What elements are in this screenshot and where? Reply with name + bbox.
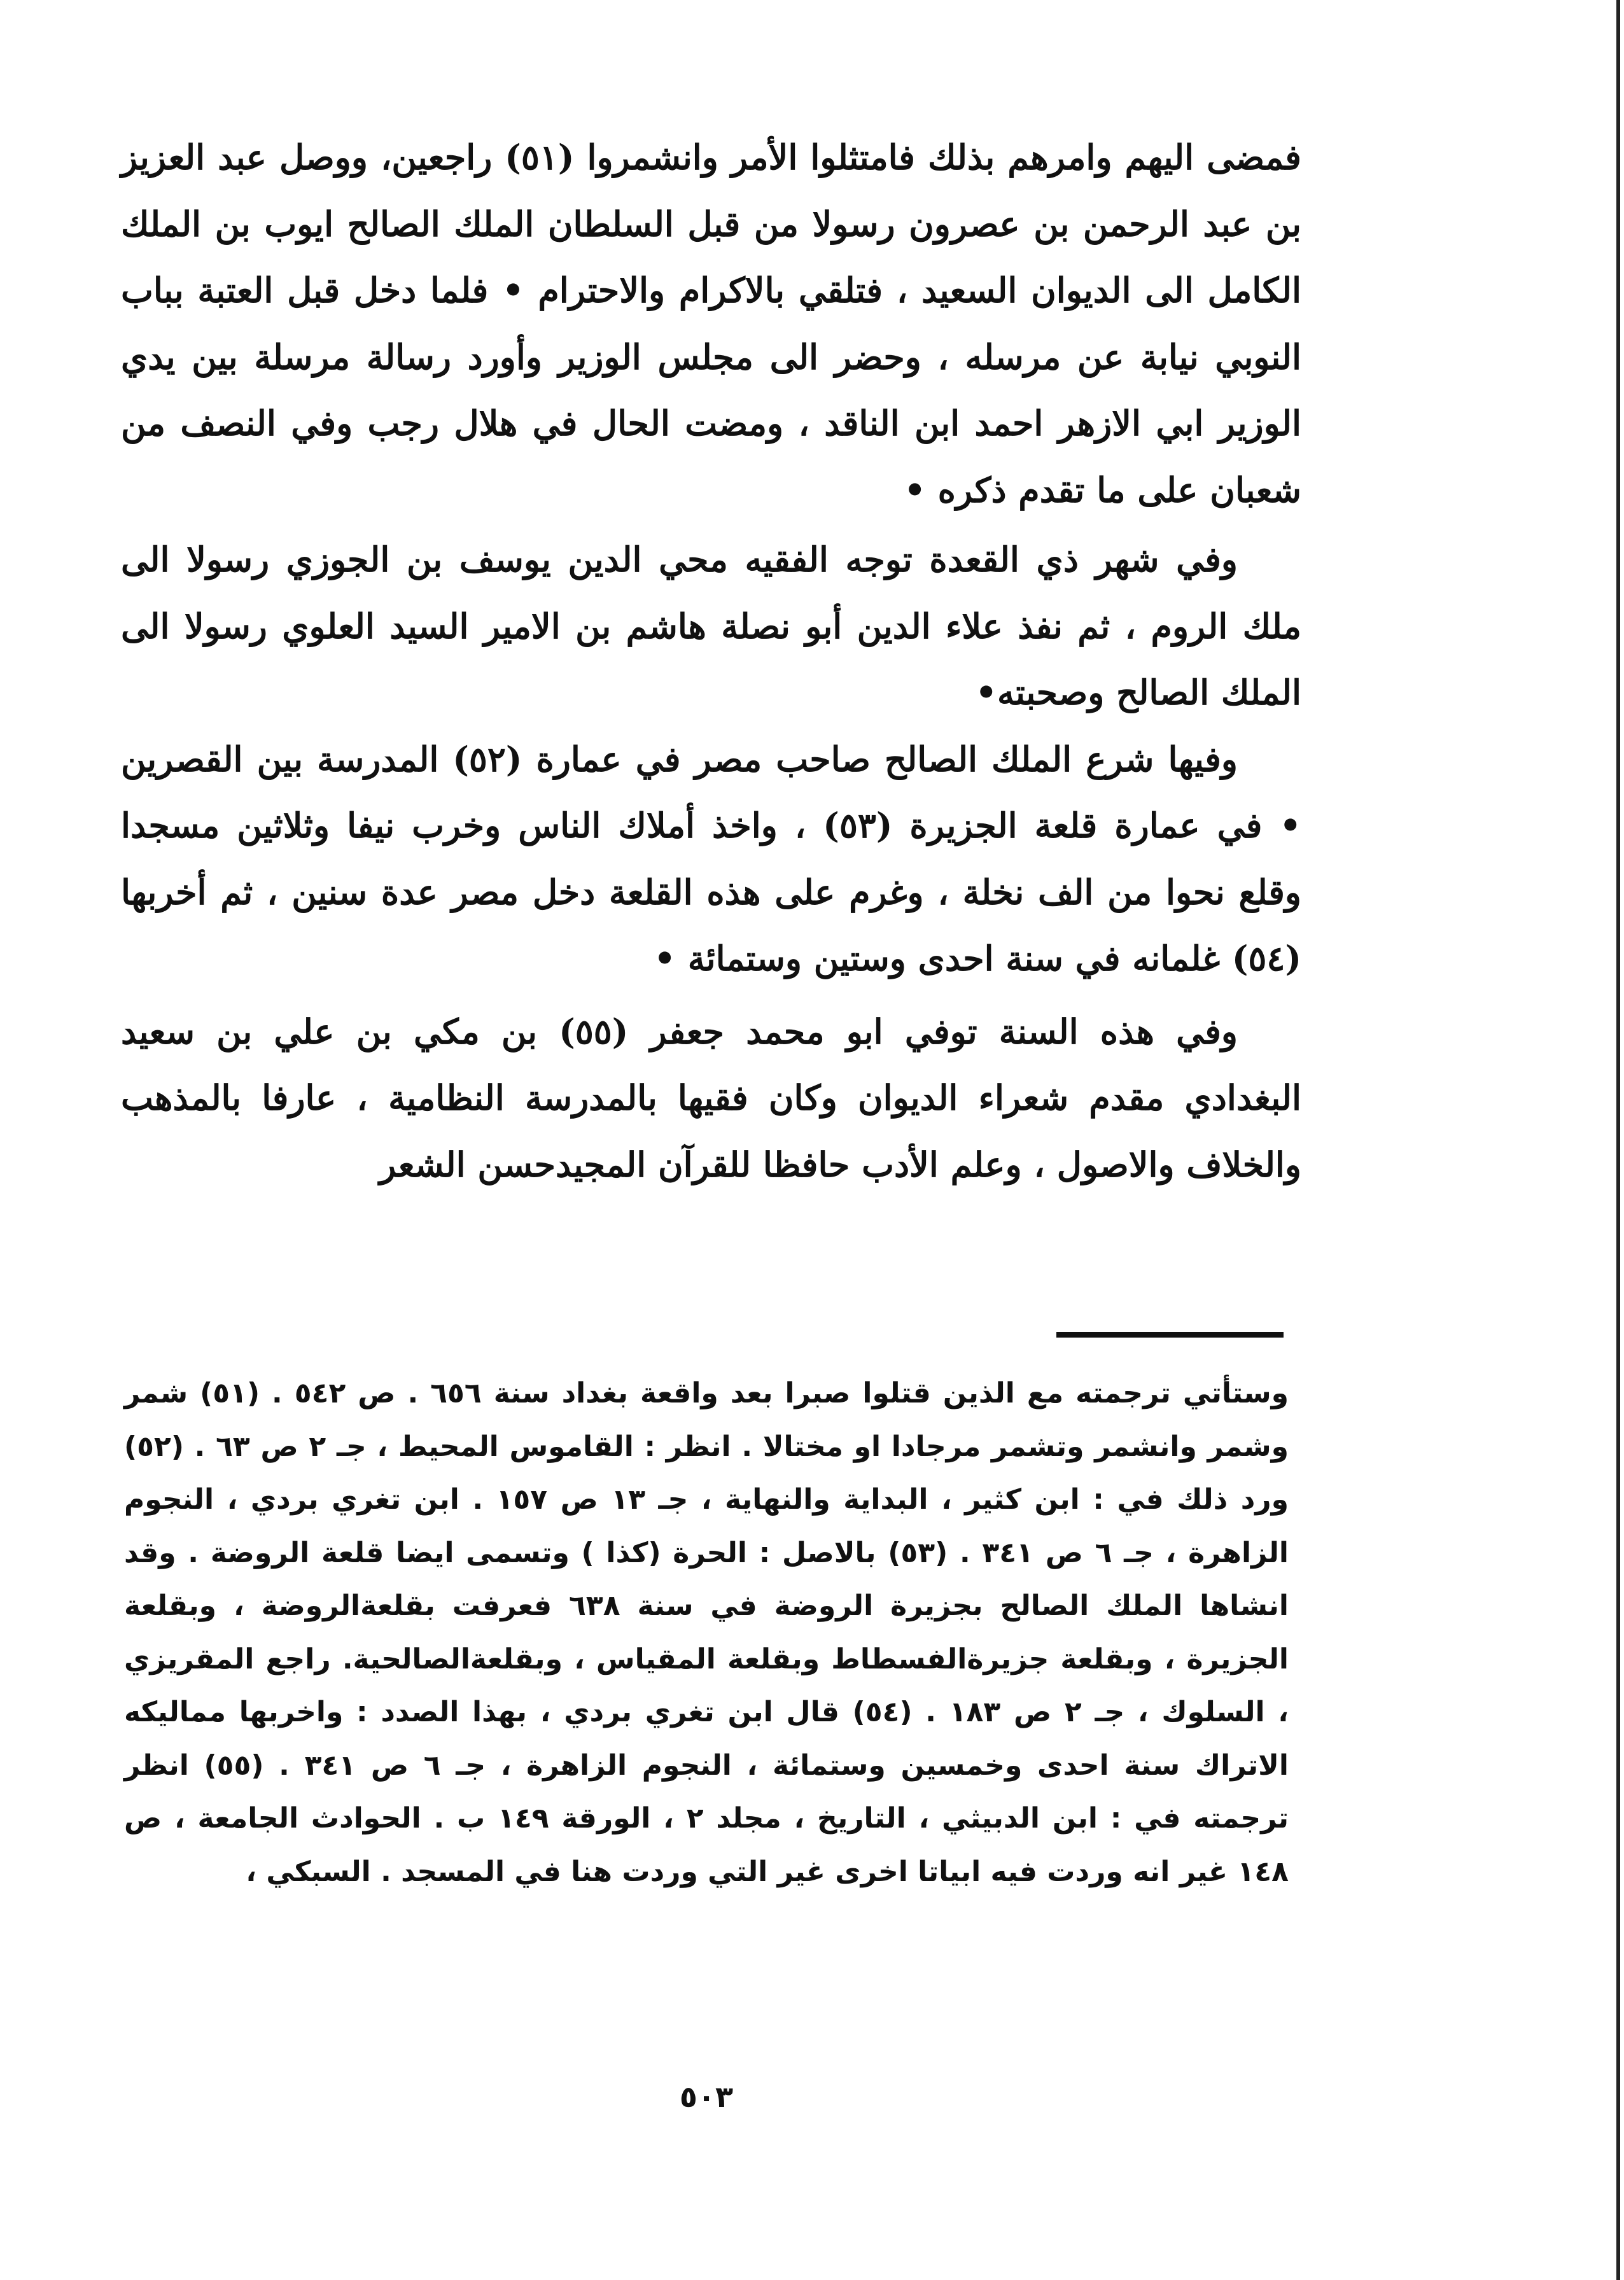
page-number: ٥٠٣ (679, 2080, 734, 2114)
page-right-edge (1616, 0, 1620, 2280)
main-paragraph-3: وفيها شرع الملك الصالح صاحب مصر في عمارة (٥٢) المدرسة بين القصرين • في عمارة قلعة الجزيرة (٥٣) ، واخذ أملاك الناس وخرب نيفا وثلاثين مسجدا وقلع نحوا من الف نخلة ، وغرم على هذه القلعة دخل مصر عدة سنين ، ثم أخربها (٥٤) غلمانه في سنة احدى وستين وستمائة • (121, 738, 1301, 979)
main-text-body (121, 124, 1301, 1198)
footnote-separator (1056, 1332, 1284, 1338)
footnotes-block: وستأتي ترجمته مع الذين قتلوا صبرا بعد واقعة بغداد سنة ٦٥٦ . ص ٥٤٢ . (٥١) شمر وشمر وانشمر وتشمر مرجادا او مختالا . انظر : القاموس المحيط ، جـ ٢ ص ٦٣ . (٥٢) ورد ذلك في : ابن كثير ، البداية والنهاية ، جـ ١٣ ص ١٥٧ . ابن تغري بردي ، النجوم الزاهرة ، جـ ٦ ص ٣٤١ . (٥٣) بالاصل : الحرة (كذا ) وتسمى ايضا قلعة الروضة . وقد انشاها الملك الصالح بجزيرة الروضة في سنة ٦٣٨ فعرفت بقلعةالروضة ، وبقلعة الجزيرة ، وبقلعة جزيرةالفسطاط وبقلعة المقياس ، وبقلعةالصالحية. راجع المقريزي ، السلوك ، جـ ٢ ص ١٨٣ . (٥٤) قال ابن تغري بردي ، بهذا الصدد : واخربها مماليكه الاتراك سنة احدى وخمسين وستمائة ، النجوم الزاهرة ، جـ ٦ ص ٣٤١ . (٥٥) انظر ترجمته في : ابن الدبيثي ، التاريخ ، مجلد ٢ ، الورقة ١٤٩ ب . الحوادث الجامعة ، ص ١٤٨ غير انه وردت فيه ابياتا اخرى غير التي وردت هنا في المسجد . السبكي ، (124, 1377, 1289, 1888)
main-paragraph-4: وفي هذه السنة توفي ابو محمد جعفر (٥٥) بن مكي بن علي بن سعيد البغدادي مقدم شعراء الديوان وكان فقيها بالمدرسة النظامية ، عارفا بالمذهب والخلاف والاصول ، وعلم الأدب حافظا للقرآن المجيدحسن الشعر (121, 1011, 1301, 1185)
main-paragraph-2: وفي شهر ذي القعدة توجه الفقيه محي الدين يوسف بن الجوزي رسولا الى ملك الروم ، ثم نفذ علاء الدين أبو نصلة هاشم بن الامير السيد العلوي رسولا الى الملك الصالح وصحبته• (121, 539, 1301, 713)
main-paragraph-1: فمضى اليهم وامرهم بذلك فامتثلوا الأمر وانشمروا (٥١) راجعين، ووصل عبد العزيز بن عبد الرحمن بن عصرون رسولا من قبل السلطان الملك الصالح ايوب بن الملك الكامل الى الديوان السعيد ، فتلقي بالاكرام والاحترام • فلما دخل قبل العتبة بباب النوبي نيابة عن مرسله ، وحضر الى مجلس الوزير وأورد رسالة مرسلة بين يدي الوزير ابي الازهر احمد ابن الناقد ، ومضت الحال في هلال رجب وفي النصف من شعبان على ما تقدم ذكره • (121, 137, 1301, 510)
